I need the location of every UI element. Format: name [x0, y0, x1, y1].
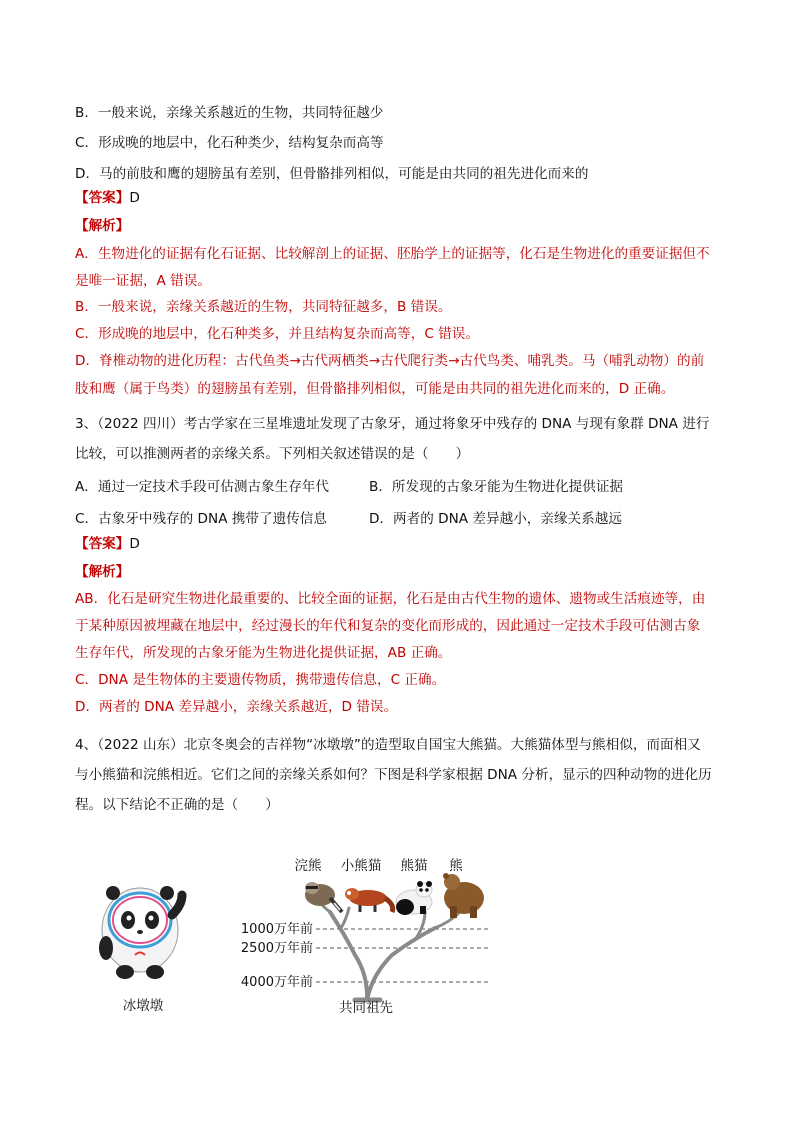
q4-stem: 4、（2022 山东）北京冬奥会的吉祥物“冰墩墩”的造型取自国宝大熊猫。大熊猫体型与熊相似，而面相又 — [75, 737, 701, 753]
q3-analysis-line: AB．化石是研究生物进化最重要的、比较全面的证据，化石是由古代生物的遗体、遗物或生活痕迹等，由 — [75, 591, 706, 607]
phylogenetic-tree — [322, 905, 460, 1000]
time-label-2500: 2500万年前 — [240, 941, 313, 956]
analysis-line: 肢和鹰（属于鸟类）的翅膀虽有差别，但骨骼排列相似，可能是由共同的祖先进化而来的，D 正确。 — [75, 381, 675, 397]
analysis-line: 是唯一证据，A 错误。 — [75, 273, 211, 289]
q3-option-d: D．两者的 DNA 差异越小，亲缘关系越远 — [369, 511, 622, 527]
animal-label-panda: 熊猫 — [400, 858, 428, 874]
analysis-label: 【解析】 — [75, 218, 130, 234]
answer-label: 【答案】 — [75, 536, 130, 552]
q3-analysis-label: 【解析】 — [75, 564, 130, 580]
option-d: D．马的前肢和鹰的翅膀虽有差别，但骨骼排列相似，可能是由共同的祖先进化而来的 — [75, 166, 589, 182]
ancestor-label: 共同祖先 — [339, 1000, 393, 1016]
option-c: C．形成晚的地层中，化石种类少，结构复杂而高等 — [75, 135, 384, 151]
analysis-line: A．生物进化的证据有化石证据、比较解剖上的证据、胚胎学上的证据等，化石是生物进化的重要证据但不 — [75, 246, 710, 262]
red-panda-image — [345, 888, 393, 912]
mascot-caption: 冰墩墩 — [122, 998, 164, 1014]
q3-option-a: A．通过一定技术手段可估测古象生存年代 — [75, 479, 329, 495]
q4-stem: 与小熊猫和浣熊相近。它们之间的亲缘关系如何？下图是科学家根据 DNA 分析，显示的四种动物的进化历 — [75, 767, 712, 783]
answer-line — [75, 188, 140, 208]
bear-image — [443, 873, 484, 918]
animal-label-raccoon: 浣熊 — [294, 858, 322, 874]
q3-option-b: B．所发现的古象牙能为生物进化提供证据 — [369, 479, 624, 495]
q3-analysis-line: D．两者的 DNA 差异越小，亲缘关系越近，D 错误。 — [75, 699, 398, 715]
analysis-line: D．脊椎动物的进化历程：古代鱼类→古代两栖类→古代爬行类→古代鸟类、哺乳类。马（哺乳动物）的前 — [75, 353, 705, 369]
answer-value: D — [129, 190, 140, 206]
q3-stem: 比较，可以推测两者的亲缘关系。下列相关叙述错误的是（ ） — [75, 446, 470, 462]
q4-stem: 程。以下结论不正确的是（ ） — [75, 797, 279, 813]
animal-label-bear: 熊 — [449, 858, 463, 874]
raccoon-image — [305, 882, 342, 912]
q3-analysis-line: C．DNA 是生物体的主要遗传物质，携带遗传信息，C 正确。 — [75, 672, 446, 688]
animal-label-red-panda: 小熊猫 — [340, 858, 382, 874]
time-label-1000: 1000万年前 — [240, 922, 313, 937]
time-label-4000: 4000万年前 — [240, 975, 313, 990]
option-b: B．一般来说，亲缘关系越近的生物，共同特征越少 — [75, 105, 384, 121]
answer-label: 【答案】 — [75, 190, 130, 206]
analysis-line: C．形成晚的地层中，化石种类多，并且结构复杂而高等，C 错误。 — [75, 326, 479, 342]
q3-stem: 3、（2022 四川）考古学家在三星堆遗址发现了古象牙，通过将象牙中残存的 DNA 与现有象群 DNA 进行 — [75, 416, 710, 432]
analysis-line: B．一般来说，亲缘关系越近的生物，共同特征越多，B 错误。 — [75, 299, 452, 315]
q3-analysis-line: 于某种原因被埋藏在地层中，经过漫长的年代和复杂的变化而形成的，因此通过一定技术手段可估测古象 — [75, 618, 701, 634]
q3-option-c: C．古象牙中残存的 DNA 携带了遗传信息 — [75, 511, 327, 527]
bing-dwen-dwen-image — [99, 886, 182, 979]
q3-analysis-line: 生存年代，所发现的古象牙能为生物进化提供证据，AB 正确。 — [75, 645, 452, 661]
q3-answer-line — [75, 534, 140, 554]
panda-image — [396, 881, 432, 915]
answer-value: D — [129, 536, 140, 552]
